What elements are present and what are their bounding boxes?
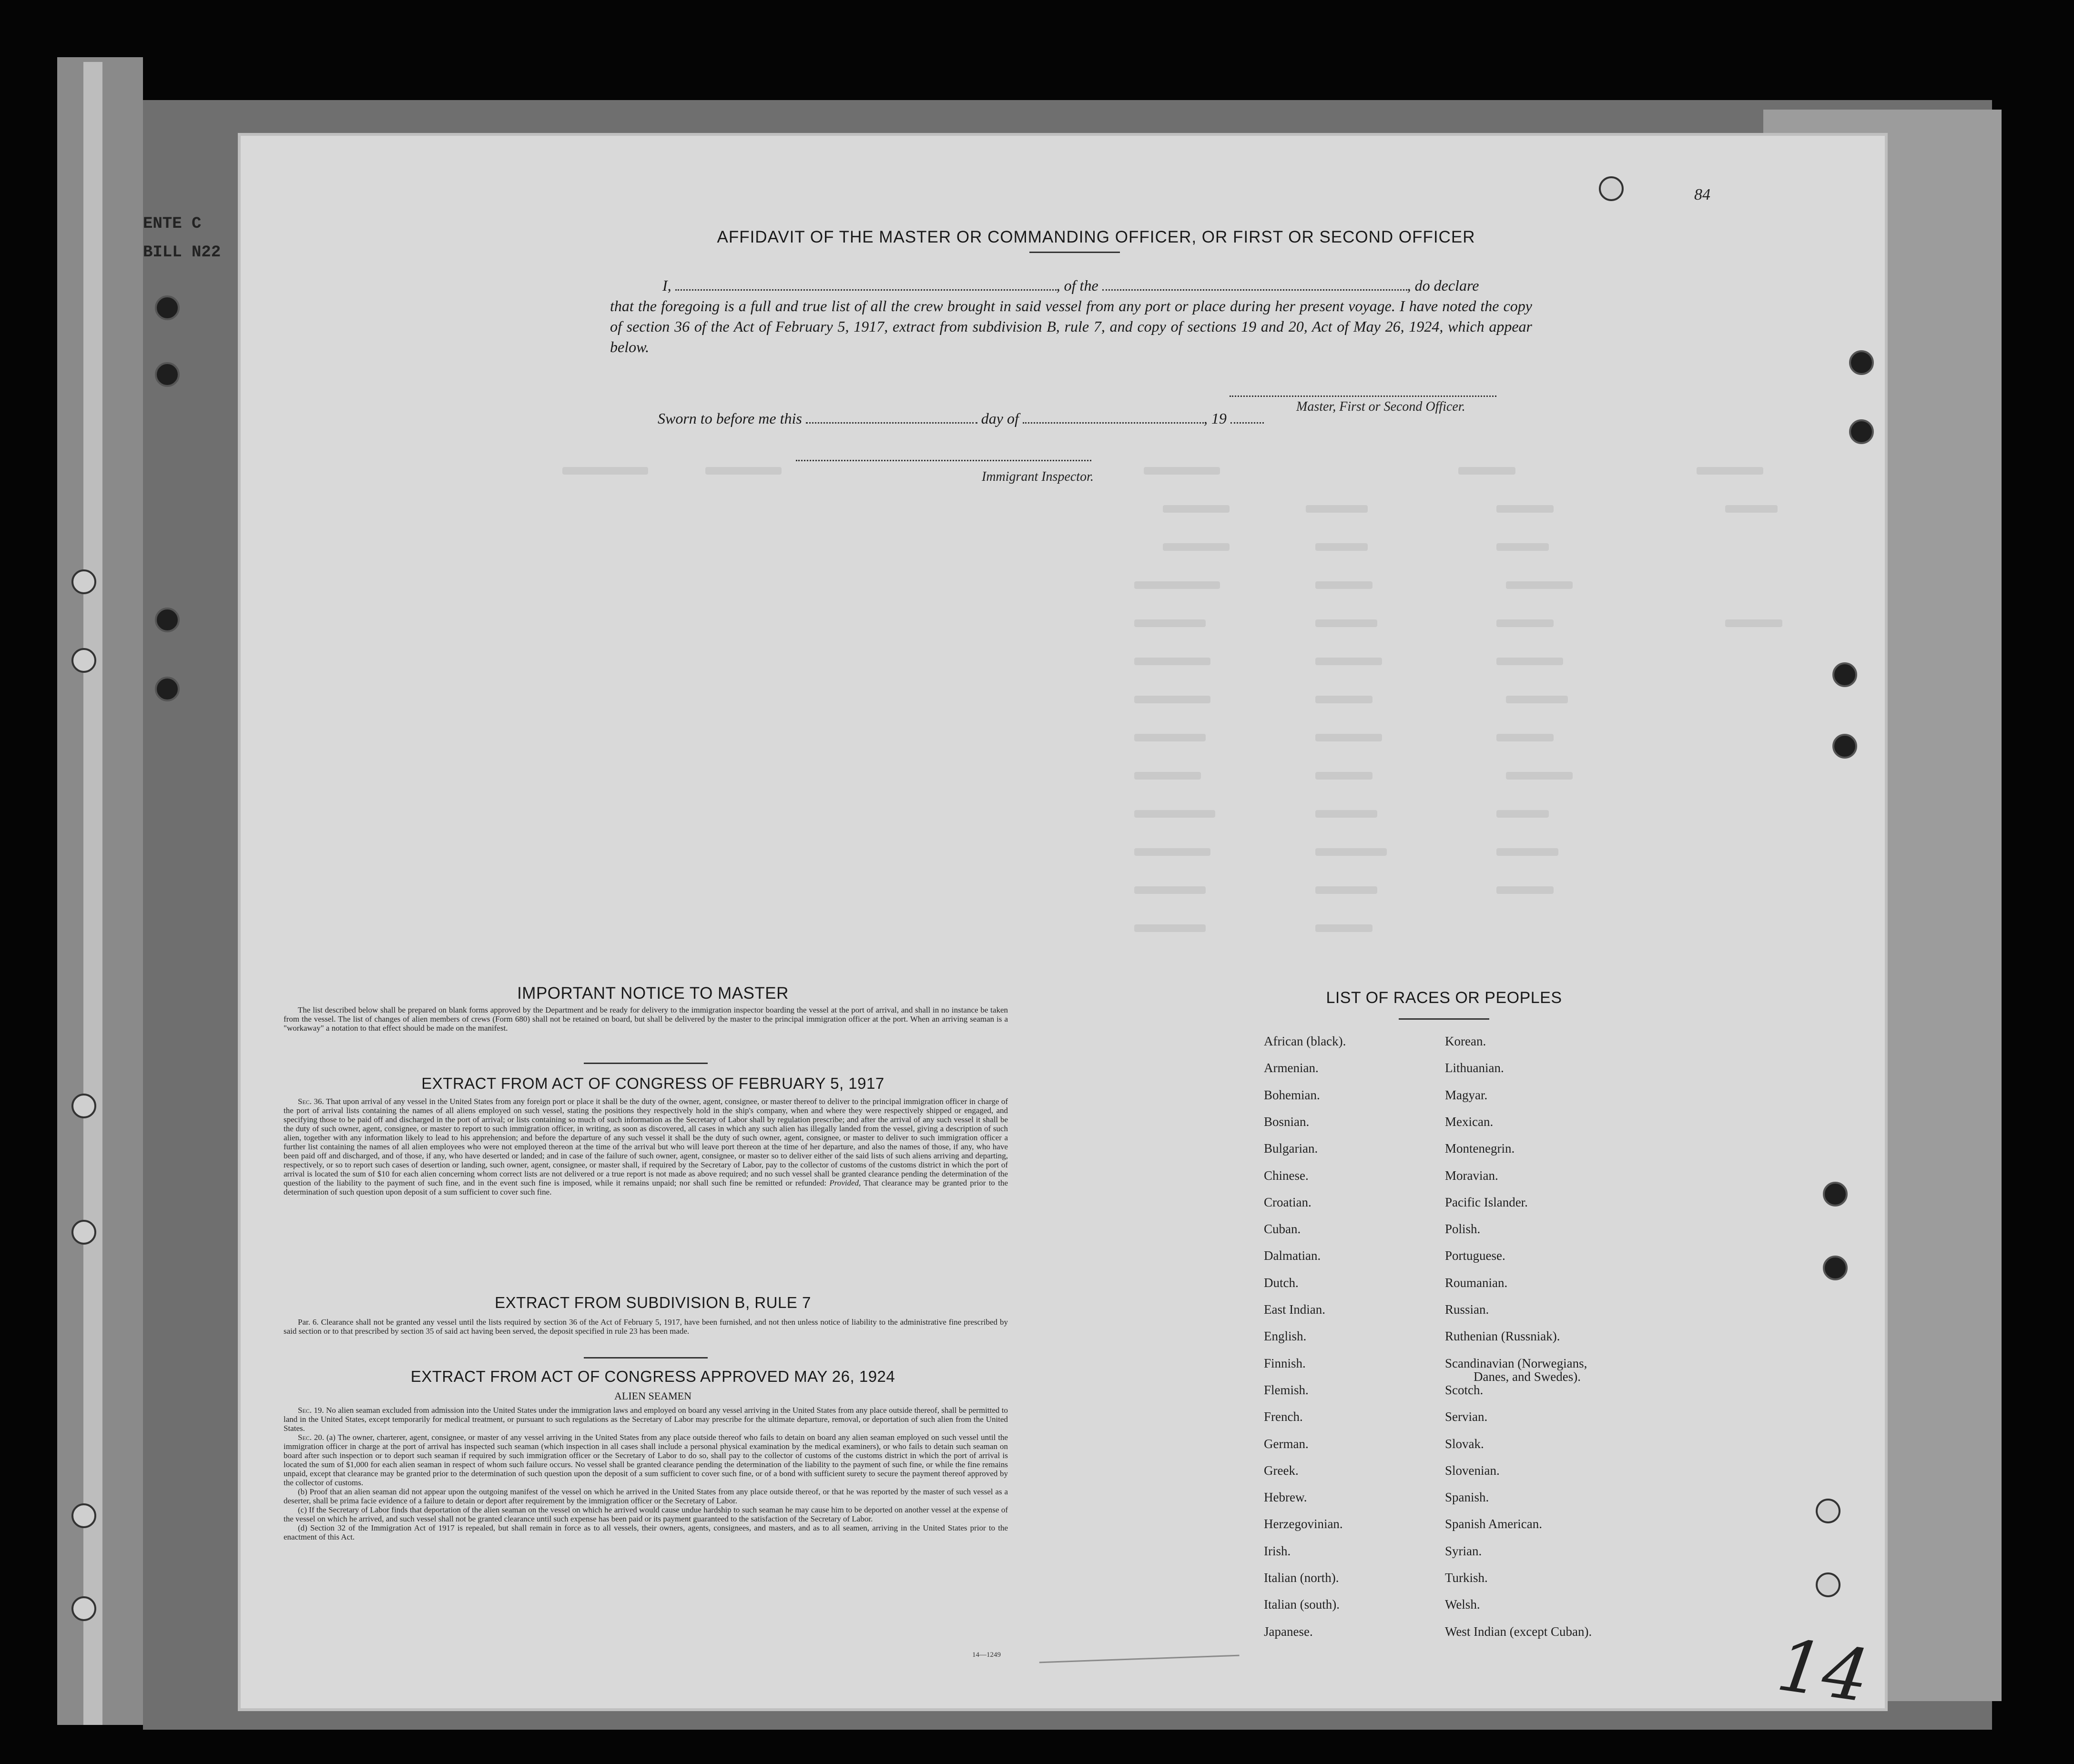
name-blank[interactable] [675,277,1057,291]
proviso-text: That clearance may be granted prior to the determination of such question upon deposit of a sum sufficient to cover such fine. [284,1178,1008,1196]
race-item: African (black). [1264,1034,1346,1048]
race-item: Slovenian. [1445,1463,1500,1478]
race-item: Japanese. [1264,1624,1313,1639]
master-label: Master, First or Second Officer. [1296,399,1465,414]
extract-1917-title: EXTRACT FROM ACT OF CONGRESS OF FEBRUARY 5, 1917 [421,1075,884,1092]
rule7-paragraph: Par. 6. Clearance shall not be granted any vessel until the lists required by section 36 of the Act of February 5, 1917, have been furnished, and not then unless notice of liability to the administrative fine prescribed by said section or to that prescribed by section 35 of said act having been served, the deposit specified in rule 23 has been made. [284,1318,1008,1336]
race-item: Welsh. [1445,1597,1480,1612]
race-item: East Indian. [1264,1302,1325,1317]
punch-hole [155,362,180,387]
race-item: Croatian. [1264,1195,1312,1209]
sec-20a-text: (a) The owner, charterer, agent, consignee, or master of any vessel arriving in the United States from any place outside thereof who fails to detain on board any alien seaman employed on such vessel until the immigration officer in charge at the port of arrival has inspected such seaman (which inspection in all cases shall include a personal physical examination by the medical examiners), or who fails to detain such seaman on board after such inspection or to deport such seaman if required by such immigration officer or the Secretary of Labor to do so, shall pay to the collector of customs of the customs district in which the port of arrival is located the sum of $1,000 for each alien seaman in respect of whom such failure occurs. No vessel shall be granted clearance pending the determination of the liability to the payment of such fine, or while the fine remains unpaid, except that clearance may be granted prior to the determination of such question upon the deposit of a sum sufficient to cover such fine, or of a bond with sufficient surety to secure the payment thereof approved by the collector of customs. [284,1433,1008,1487]
race-item: Roumanian. [1445,1276,1508,1290]
punch-hole [155,677,180,701]
race-item: Danes, and Swedes). [1474,1369,1581,1384]
race-item: Armenian. [1264,1061,1319,1075]
side-tab-label [143,210,221,267]
punch-hole [71,1503,96,1528]
race-item: West Indian (except Cuban). [1445,1624,1592,1639]
race-item: Pacific Islander. [1445,1195,1528,1209]
corner-number: 84 [1694,186,1710,203]
side-tab-line2: BILL N [143,243,202,262]
punch-hole [71,1596,96,1621]
punch-hole [1849,350,1874,375]
inspector-label: Immigrant Inspector. [982,469,1094,484]
vessel-blank[interactable] [1102,277,1407,291]
handwritten-page-mark: 14 [1772,1623,1874,1719]
race-item: Ruthenian (Russniak). [1445,1329,1560,1343]
punch-hole [71,1094,96,1118]
race-item: Finnish. [1264,1356,1306,1370]
punch-hole [1832,734,1857,759]
race-item: Chinese. [1264,1168,1309,1183]
alien-seamen-subtitle: ALIEN SEAMEN [614,1390,691,1402]
punch-hole [1823,1182,1848,1206]
sworn-prefix: Sworn to before me this [658,410,802,427]
affidavit-title: AFFIDAVIT OF THE MASTER OR COMMANDING OFFICER, OR FIRST OR SECOND OFFICER [717,228,1475,246]
race-item: Bohemian. [1264,1088,1320,1102]
affidavit-body: that the foregoing is a full and true list of all the crew brought in said vessel from any port or place during her present voyage. I have noted the copy of section 36 of the Act of February 5, 1917, extract from subdivision B, rule 7, and copy of sections 19 and 20, Act of May 26, 1924, which appear below. [610,297,1532,355]
punch-hole [71,648,96,673]
affidavit-text [610,275,1532,357]
punch-hole [1823,1256,1848,1280]
notice-text [284,1005,1008,1033]
race-item: Bulgarian. [1264,1141,1318,1156]
punch-hole [155,295,180,320]
race-item: Servian. [1445,1409,1488,1424]
race-item: Italian (south). [1264,1597,1340,1612]
punch-hole [71,569,96,594]
race-item: Greek. [1264,1463,1299,1478]
divider [584,1357,708,1358]
race-item: Magyar. [1445,1088,1488,1102]
race-item: French. [1264,1409,1303,1424]
divider [584,1063,708,1064]
form-code: 14—1249 [972,1651,1001,1659]
race-item: Portuguese. [1445,1248,1505,1263]
race-item: Polish. [1445,1222,1481,1236]
punch-hole [1599,176,1624,201]
affidavit-word-declare: , do declare [1407,277,1479,294]
race-item: Flemish. [1264,1383,1309,1397]
race-item: Russian. [1445,1302,1489,1317]
affidavit-word-i: I, [662,277,671,294]
race-item: Italian (north). [1264,1571,1339,1585]
sec-36-label: Sec. 36. [298,1097,324,1106]
race-item: Scotch. [1445,1383,1484,1397]
punch-hole [1832,662,1857,687]
binding-edge [83,62,102,1725]
side-tab-number: 22 [201,243,221,262]
sec-20b-text: (b) Proof that an alien seaman did not appear upon the outgoing manifest of the vessel on which he arrived in the United States from any place outside thereof, or that he was reported by the master of such vessel as a deserter, shall be prima facie evidence of a failure to detain or deport after requirement by the immigration officer or the Secretary of Labor. [284,1487,1008,1505]
race-item: Mexican. [1445,1115,1494,1129]
punch-hole [1849,419,1874,444]
sworn-day-label: day of [981,410,1019,427]
extract-1917-text [284,1097,1008,1196]
sec-20c-text: (c) If the Secretary of Labor finds that deportation of the alien seaman on the vessel on which he arrived would cause undue hardship to such seaman he may cause him to be deported on another vessel at the expense of the vessel on which he arrived, and such vessel shall not be granted clearance until such expense has been paid or its payment guaranteed to the satisfaction of the Secretary of Labor. [284,1505,1008,1523]
race-item: Korean. [1445,1034,1486,1048]
sworn-year-label: , 19 [1203,410,1227,427]
sworn-line [658,410,1264,427]
sworn-year-blank[interactable] [1230,410,1264,424]
punch-hole [155,608,180,632]
punch-hole [1816,1572,1840,1597]
race-item: German. [1264,1437,1309,1451]
race-item: Dalmatian. [1264,1248,1321,1263]
race-item: Turkish. [1445,1571,1488,1585]
divider [1399,1018,1489,1020]
proviso-label: Provided, [829,1178,861,1187]
race-item: Spanish American. [1445,1517,1542,1531]
race-item: Bosnian. [1264,1115,1310,1129]
race-item: Moravian. [1445,1168,1498,1183]
sec-20d-text: (d) Section 32 of the Immigration Act of 1917 is repealed, but shall remain in force as to all vessels, their owners, agents, consignees, and masters, and as to all seamen, arriving in the United States prior to the enactment of this Act. [284,1523,1008,1541]
race-item: Lithuanian. [1445,1061,1504,1075]
race-item: Scandinavian (Norwegians, [1445,1356,1587,1370]
races-title: LIST OF RACES OR PEOPLES [1326,989,1562,1007]
sec-20-label: Sec. 20. [298,1433,325,1442]
punch-hole [1816,1499,1840,1523]
side-tab-line1: ENTE C [143,215,202,233]
sec-36-text: That upon arrival of any vessel in the United States from any foreign port or place it shall be the duty of the owner, agent, consignee, or master thereof to deliver to the principal immigration officer in charge of the port of arrival lists containing the names of all aliens employed on such vessel, stating the positions they respectively hold in the ship's company, when and where they were respectively shipped or engaged, and specifying those to be paid off and discharged in the port of arrival; or lists containing so much of such information as the Secretary of Labor shall by regulation prescribe; and after the arrival of any such vessel it shall be the duty of such owner, agent, consignee, or master to report to such immigration officer, in writing, as soon as discovered, all cases in which any such alien has illegally landed from the vessel, giving a description of such alien, together with any information likely to lead to his apprehension; and before the departure of any such vessel it shall be the duty of such owner, agent, consignee, or master to deliver to such immigration officer a further list containing the names of all alien employees who were not employed thereon at the time of the arrival but who will leave port thereon at the time of her departure, and also the names of those, if any, who have been paid off and discharged, and of those, if any, who have deserted or landed; and in case of the failure of such owner, agent, consignee, or master so to deliver either of the said lists of such aliens arriving and departing, respectively, or so to report such cases of desertion or landing, such owner, agent, consignee, or master shall, if required by the Secretary of Labor, pay to the collector of customs of the customs district in which the port of arrival is located the sum of $10 for each alien concerning whom correct lists are not delivered or a true report is not made as above required; and no such vessel shall be granted clearance pending the determination of the question of the liability to the payment of such fine, and in the event such fine is imposed, while it remains unpaid; nor shall such fine be remitted or refunded: [284,1097,1008,1187]
extract-1924-title: EXTRACT FROM ACT OF CONGRESS APPROVED MAY 26, 1924 [410,1368,895,1385]
race-item: Spanish. [1445,1490,1489,1504]
race-item: Montenegrin. [1445,1141,1515,1156]
sworn-day-blank[interactable] [806,410,977,424]
race-item: Dutch. [1264,1276,1299,1290]
race-item: Hebrew. [1264,1490,1307,1504]
inspector-signature-line[interactable] [796,460,1091,461]
extract-rule7-text [284,1318,1008,1336]
affidavit-word-of-the: , of the [1056,277,1098,294]
race-item: Herzegovinian. [1264,1517,1343,1531]
race-item: Irish. [1264,1544,1291,1558]
extract-rule7-title: EXTRACT FROM SUBDIVISION B, RULE 7 [495,1294,811,1311]
divider [1029,252,1120,253]
race-item: Slovak. [1445,1437,1484,1451]
notice-title: IMPORTANT NOTICE TO MASTER [517,984,789,1003]
race-item: Syrian. [1445,1544,1482,1558]
punch-hole [71,1220,96,1245]
sec-19-text: No alien seaman excluded from admission into the United States under the immigration laws and employed on board any vessel arriving in the United States from any place outside thereof, shall be permitted to land in the United States, except temporarily for medical treatment, or pursuant to such regulations as the Secretary of Labor may prescribe for the ultimate departure, removal, or deportation of such alien from the United States. [284,1406,1008,1433]
sworn-month-blank[interactable] [1023,410,1204,424]
notice-paragraph: The list described below shall be prepared on blank forms approved by the Department and be ready for delivery to the immigration inspector boarding the vessel at the port of arrival, and shall in no instance be taken from the vessel. The list of changes of alien members of crews (Form 680) shall not be retained on board, but shall be delivered by the master to the principal immigration officer at the port. When an arriving seaman is a "workaway" a notation to that effect should be made on the manifest. [284,1005,1008,1033]
race-item: English. [1264,1329,1307,1343]
race-item: Cuban. [1264,1222,1301,1236]
master-signature-line[interactable] [1230,395,1496,397]
sec-19-label: Sec. 19. [298,1406,324,1415]
extract-1924-text [284,1406,1008,1541]
